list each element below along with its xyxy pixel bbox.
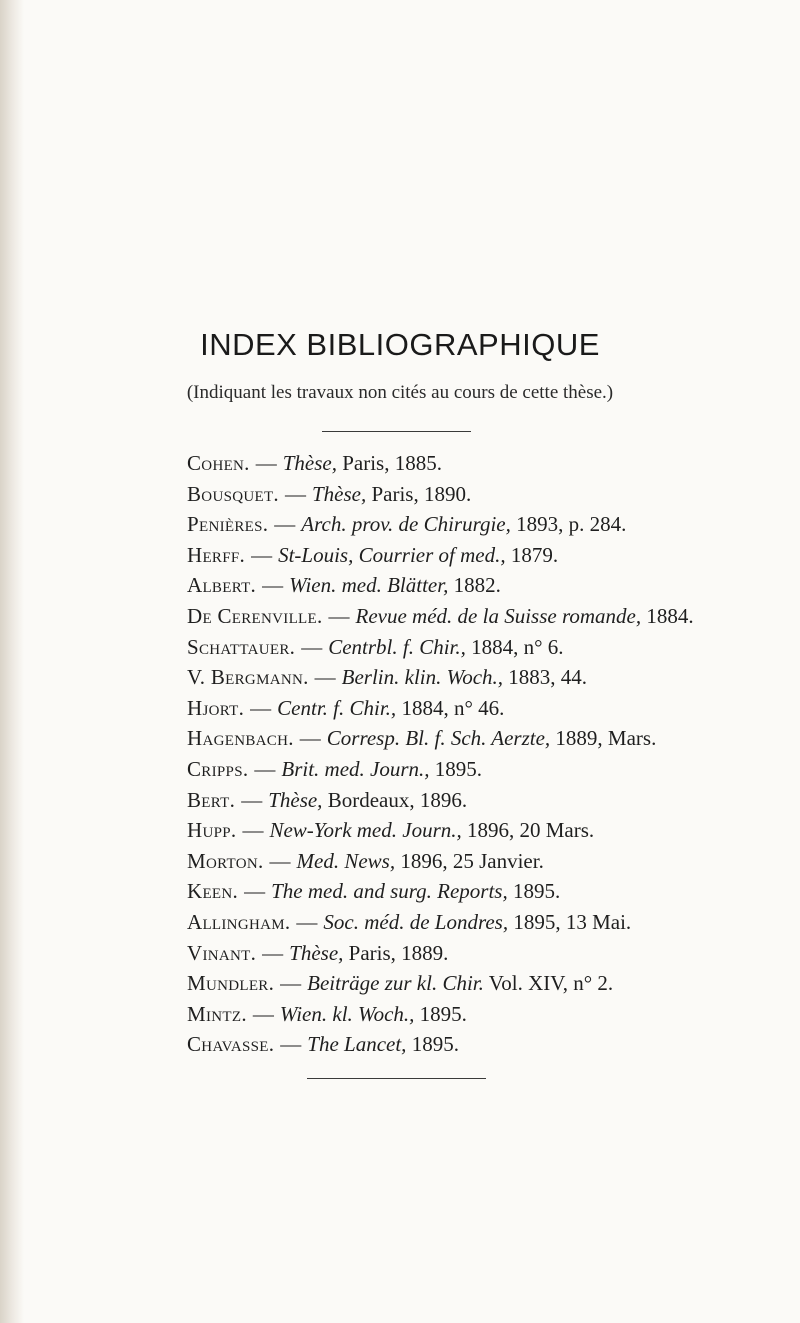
entry-details: 1895. (512, 879, 561, 904)
entry-details: 1883, 44. (508, 665, 588, 690)
entry-separator: — (262, 940, 284, 965)
bibliography-entry (187, 693, 787, 724)
page-edge-shadow (0, 0, 24, 1323)
entry-details: 1879. (510, 542, 559, 567)
entry-author: Schattauer. (187, 634, 296, 659)
entry-author: Penières. (187, 512, 269, 537)
bibliography-entry (187, 815, 787, 846)
entry-work: Wien. med. Blätter, (289, 573, 449, 598)
bibliography-entry (187, 1029, 787, 1060)
entry-work: Soc. méd. de Londres, (323, 909, 509, 934)
entry-work: Thèse, (268, 787, 323, 812)
entry-author: Bert. (187, 787, 236, 812)
entry-separator: — (242, 818, 264, 843)
entry-separator: — (284, 481, 306, 506)
entry-separator: — (250, 695, 272, 720)
entry-author: Keen. (187, 879, 239, 904)
bibliography-entry (187, 907, 787, 938)
entry-details: 1893, p. 284. (516, 512, 627, 537)
entry-author: Chavasse. (187, 1032, 275, 1057)
page-subtitle: (Indiquant les travaux non cités au cours de cette thèse.) (186, 382, 614, 403)
bibliography-entry (187, 632, 787, 663)
entry-author: Hagenbach. (187, 726, 294, 751)
entry-separator: — (314, 665, 336, 690)
bibliography-entry (187, 723, 787, 754)
bibliography-entry (187, 876, 787, 907)
entry-separator: — (254, 756, 276, 781)
bibliography-entry (187, 509, 787, 540)
entry-work: Brit. med. Journ., (281, 756, 430, 781)
entry-work: St-Louis, Courrier of med., (278, 542, 506, 567)
entry-details: 1889, Mars. (555, 726, 657, 751)
entry-author: Herff. (187, 542, 246, 567)
entry-details: 1884, n° 46. (401, 695, 505, 720)
bibliography-entry (187, 846, 787, 877)
entry-author: Hupp. (187, 818, 237, 843)
entry-author: Hjort. (187, 695, 245, 720)
entry-work: Centr. f. Chir., (277, 695, 397, 720)
entry-details: 1895. (411, 1032, 459, 1057)
entry-separator: — (255, 451, 277, 475)
entry-work: Beiträge zur kl. Chir. (307, 971, 484, 996)
entry-work: Berlin. klin. Woch., (341, 665, 504, 690)
top-divider-rule (322, 431, 471, 432)
entry-work: Centrbl. f. Chir., (328, 634, 466, 659)
entry-work: Thèse, (289, 940, 344, 965)
entry-author: Vinant. (187, 940, 257, 965)
entry-author: Bousquet. (187, 481, 279, 506)
entry-details: Bordeaux, 1896. (327, 787, 468, 812)
bibliography-entry (187, 479, 787, 510)
entry-author: Cohen. (187, 451, 250, 475)
entry-author: Mundler. (187, 971, 275, 996)
entry-work: Thèse, (282, 451, 337, 475)
entry-details: 1884, n° 6. (471, 634, 564, 659)
entry-author: De Cerenville. (187, 603, 323, 628)
entry-work: Med. News, (296, 848, 396, 873)
entry-details: 1896, 25 Janvier. (400, 848, 544, 873)
entry-separator: — (241, 787, 263, 812)
entry-separator: — (296, 909, 318, 934)
bibliography-entry (187, 754, 787, 785)
page-title: INDEX BIBLIOGRAPHIQUE (200, 327, 600, 362)
bibliography-entry (187, 540, 787, 571)
bibliography-entry (187, 601, 787, 632)
entry-details: 1882. (453, 573, 501, 598)
entry-details: 1895. (419, 1001, 467, 1026)
entry-author: Allingham. (187, 909, 291, 934)
entry-separator: — (299, 726, 321, 751)
entry-details: Vol. XIV, n° 2. (488, 971, 614, 996)
entry-work: Corresp. Bl. f. Sch. Aerzte, (326, 726, 551, 751)
bibliography-entry (187, 938, 787, 969)
entry-details: 1896, 20 Mars. (467, 818, 595, 843)
entry-separator: — (262, 573, 284, 598)
entry-author: Mintz. (187, 1001, 247, 1026)
entry-details: Paris, 1890. (371, 481, 472, 506)
entry-details: Paris, 1885. (342, 451, 442, 475)
entry-separator: — (269, 848, 291, 873)
entry-details: 1884. (646, 603, 694, 628)
entry-separator: — (251, 542, 273, 567)
entry-details: Paris, 1889. (348, 940, 449, 965)
entry-work: Revue méd. de la Suisse romande, (355, 603, 642, 628)
entry-separator: — (244, 879, 266, 904)
bibliography-list (187, 448, 787, 1060)
entry-work: The med. and surg. Reports, (271, 879, 508, 904)
bibliography-entry (187, 785, 787, 816)
bibliography-entry (187, 968, 787, 999)
bibliography-entry (187, 662, 787, 693)
entry-author: Albert. (187, 573, 257, 598)
entry-author: V. Bergmann. (187, 665, 309, 690)
entry-separator: — (274, 512, 296, 537)
entry-work: Wien. kl. Woch., (279, 1001, 415, 1026)
entry-work: New-York med. Journ., (269, 818, 462, 843)
entry-work: Thèse, (311, 481, 367, 506)
entry-details: 1895. (434, 756, 483, 781)
entry-author: Morton. (187, 848, 264, 873)
bottom-divider-rule (307, 1078, 486, 1079)
bibliography-entry (187, 448, 787, 479)
entry-details: 1895, 13 Mai. (513, 909, 632, 934)
entry-separator: — (252, 1001, 274, 1026)
entry-separator: — (280, 971, 302, 996)
bibliography-entry (187, 570, 787, 601)
entry-separator: — (328, 603, 350, 628)
entry-separator: — (301, 634, 323, 659)
entry-separator: — (280, 1032, 302, 1057)
bibliography-entry (187, 999, 787, 1030)
entry-author: Cripps. (187, 756, 249, 781)
entry-work: The Lancet, (307, 1032, 407, 1057)
entry-work: Arch. prov. de Chirurgie, (301, 512, 511, 537)
